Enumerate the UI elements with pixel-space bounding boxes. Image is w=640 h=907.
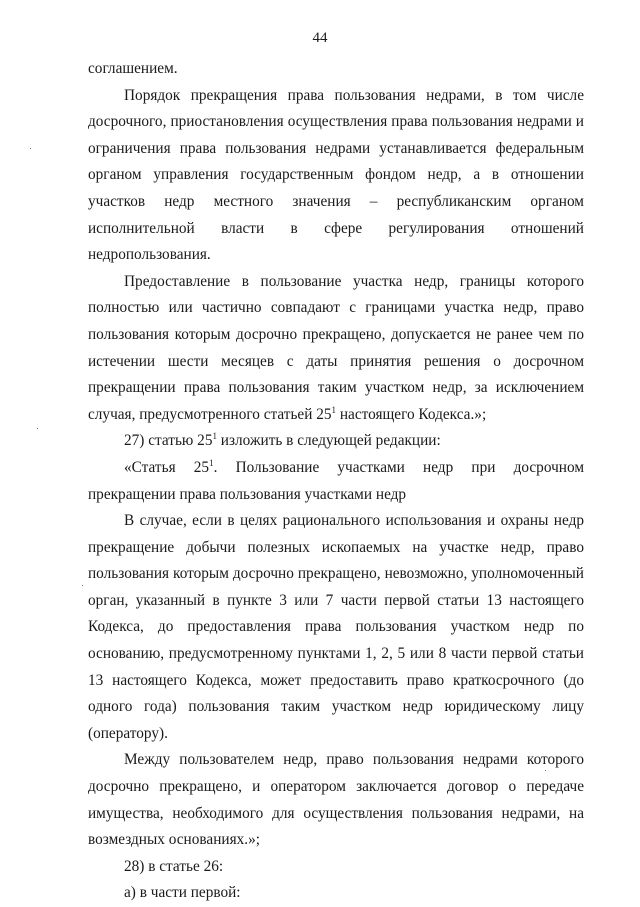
page-number: 44 — [312, 30, 328, 46]
paragraph-operator-case: В случае, если в целях рационального использования и охраны недр прекращение добычи полезных ископаемых на участке недр, право пользования которым досрочно прекращено, невозможно, уполномоченный орган, указанный в пункте 3 или 7 части первой статьи 13 настоящего Кодекса, до предоставления права пользования участком недр по основанию, предусмотренному пунктами 1, 2, 5 или 8 части первой статьи 13 настоящего Кодекса, может предоставить право краткосрочного (до одного года) пользования таким участком недр юридическому лицу (оператору). — [88, 512, 584, 742]
paragraph-text: Предоставление в пользование участка недр, границы которого полностью или частично совпадают с границами участка недр, право пользования которым досрочно прекращено, допускается не ранее чем по истечении шести месяцев с даты принятия решения о досрочном прекращении права пользования таким участком недр, за исключением случая, предусмотренного статьей 25 — [88, 272, 584, 423]
superscript: 1 — [212, 431, 217, 442]
article-heading — [88, 455, 584, 508]
scan-speck — [37, 428, 38, 429]
paragraph-text: 27) статью 25 — [124, 432, 213, 450]
paragraph-continuation: соглашением. — [88, 60, 178, 77]
paragraph-item-28: 28) в статье 26: — [124, 857, 224, 875]
paragraph-item-27 — [88, 428, 584, 455]
scan-speck — [30, 148, 31, 149]
paragraph-text: настоящего Кодекса.»; — [336, 405, 487, 423]
superscript: 1 — [209, 457, 214, 468]
paragraph-property-transfer: Между пользователем недр, право пользования недрами которого досрочно прекращено, и оператором заключается договор о передаче имущества, необходимого для осуществления пользования недрами, на возмездных основаниях.»; — [88, 751, 584, 849]
paragraph-text: . Пользование участками недр при досрочном прекращении права пользования участками недр — [88, 458, 585, 503]
scan-speck — [545, 770, 546, 771]
paragraph-text: изложить в следующей редакции: — [216, 432, 441, 450]
paragraph-provision-of-plot — [88, 269, 584, 429]
document-body — [88, 56, 584, 907]
paragraph-termination-procedure: Порядок прекращения права пользования недрами, в том числе досрочного, приостановления осуществления права пользования недрами и ограничения права пользования недрами устанавливается федеральным органом управления государственным фондом недр, а в отношении участков недр местного значения – республиканским органом исполнительной власти в сфере регулирования отношений недропользования. — [88, 86, 584, 264]
paragraph-text: «Статья 25 — [124, 458, 210, 476]
superscript: 1 — [331, 404, 337, 415]
paragraph-subitem-a: а) в части первой: — [124, 884, 241, 902]
scan-speck — [82, 585, 83, 586]
